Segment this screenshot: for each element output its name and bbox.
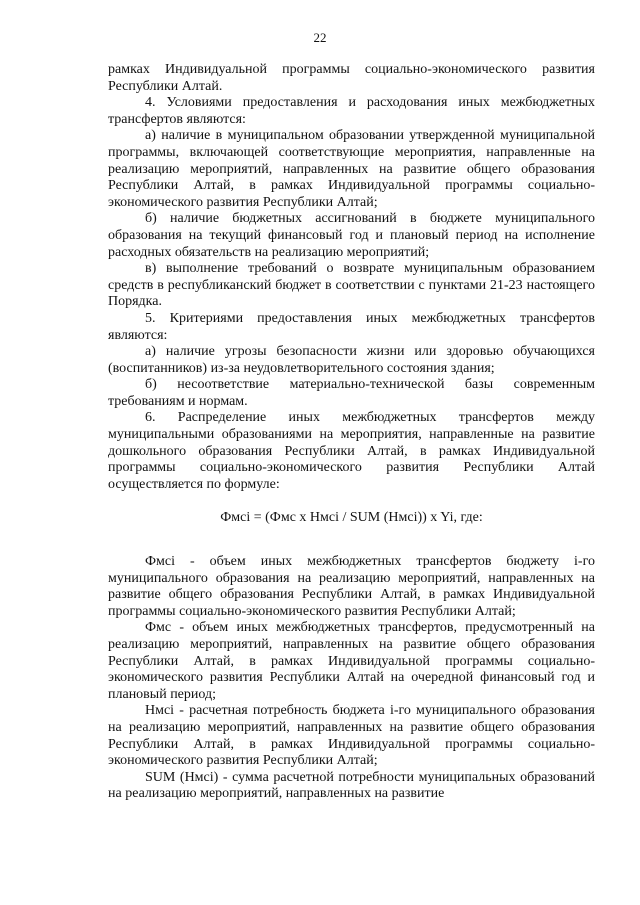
paragraph: а) наличие угрозы безопасности жизни или здоровью обучающихся (воспитанников) из-за неудовлетворительного состояния здания; <box>108 344 595 376</box>
paragraph: б) наличие бюджетных ассигнований в бюджете муниципального образования на текущий финансовый год и плановый период на исполнение расходных обязательств на реализацию мероприятий; <box>108 211 595 260</box>
paragraph: Фмсi - объем иных межбюджетных трансфертов бюджету i-го муниципального образования на реализацию мероприятий, направленных на развитие общего образования Республики Алтай, в рамках Индивидуальной программы социально-экономического развития Республики Алтай; <box>108 554 595 619</box>
paragraph: в) выполнение требований о возврате муниципальным образованием средств в республиканский бюджет в соответствии с пунктами 21-23 настоящего Порядка. <box>108 261 595 310</box>
document-body <box>108 62 595 803</box>
formula: Фмсi = (Фмс x Нмсi / SUM (Нмсi)) x Yi, где: <box>220 510 483 526</box>
paragraph: 6. Распределение иных межбюджетных трансфертов между муниципальными образованиями на мероприятия, направленные на развитие дошкольного образования Республики Алтай, в рамках Индивидуальной программы социально-экономического развития Республики Алтай осуществляется по формуле: <box>108 410 595 492</box>
page-number: 22 <box>313 30 327 45</box>
paragraph: 5. Критериями предоставления иных межбюджетных трансфертов являются: <box>108 310 595 343</box>
paragraph: а) наличие в муниципальном образовании утвержденной муниципальной программы, включающей соответствующие мероприятия, направленные на реализацию мероприятий, направленных на развитие общего образования Республики Алтай, в рамках Индивидуальной программы социально-экономического развития Республики Алтай; <box>108 128 595 210</box>
paragraph: SUM (Нмсi) - сумма расчетной потребности муниципальных образований на реализацию мероприятий, направленных на развитие <box>108 769 595 802</box>
paragraph: б) несоответствие материально-технической базы современным требованиям и нормам. <box>108 377 595 409</box>
paragraph: Нмсi - расчетная потребность бюджета i-го муниципального образования на реализацию мероприятий, направленных на развитие общего образования Республики Алтай, в рамках Индивидуальной программы социально-экономического развития Республики Алтай; <box>108 703 595 769</box>
paragraph: 4. Условиями предоставления и расходования иных межбюджетных трансфертов являются: <box>108 95 595 127</box>
paragraph: Фмс - объем иных межбюджетных трансфертов, предусмотренный на реализацию мероприятий, направленных на развитие общего образования Республики Алтай, в рамках Индивидуальной программы социально-экономического развития Республики Алтай на очередной финансовый год и плановый период; <box>108 620 595 702</box>
paragraph: рамках Индивидуальной программы социально-экономического развития Республики Алтай. <box>108 62 595 94</box>
